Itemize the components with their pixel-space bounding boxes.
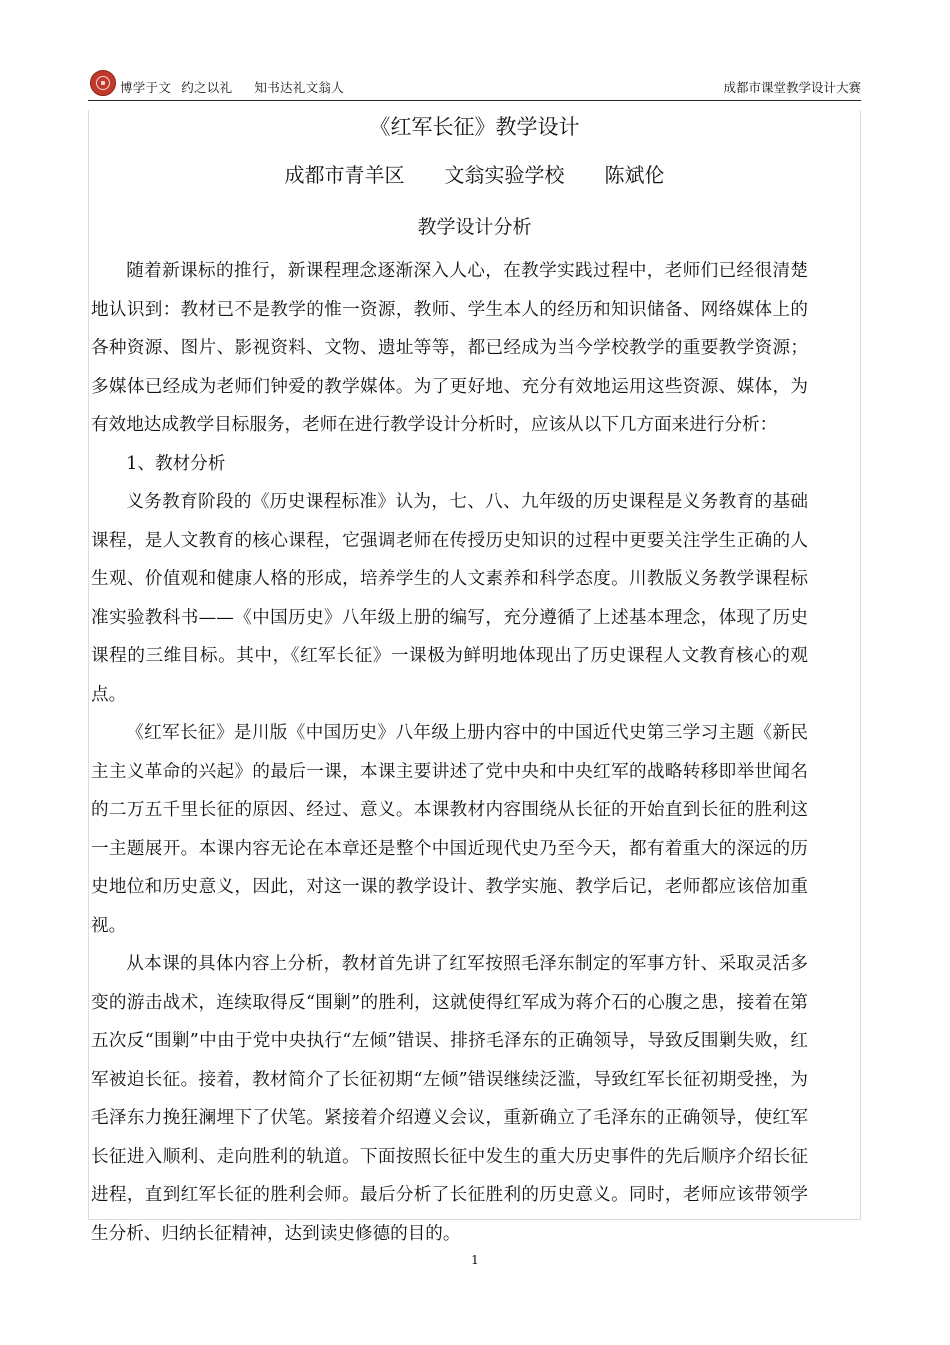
- school-logo-icon: [90, 70, 116, 96]
- motto-phrase-3: 知书达礼文翁人: [254, 80, 345, 95]
- paragraph-content-analysis: 从本课的具体内容上分析，教材首先讲了红军按照毛泽东制定的军事方针、采取灵活多变的游击战术，连续取得反“围剿”的胜利，这就使得红军成为蒋介石的心腹之患，接着在第五次反“围剿”中由于党中央执行“左倾”错误、排挤毛泽东的正确领导，导致反围剿失败，红军被迫长征。接着，教材简介了长征初期“左倾”错误继续泛滥，导致红军长征初期受挫，为毛泽东力挽狂澜埋下了伏笔。紧接着介绍遵义会议，重新确立了毛泽东的正确领导，使红军长征进入顺利、走向胜利的轨道。下面按照长征中发生的重大历史事件的先后顺序介绍长征进程，直到红军长征的胜利会师。最后分析了长征胜利的历史意义。同时，老师应该带领学生分析、归纳长征精神，达到读史修德的目的。: [91, 954, 808, 1244]
- paragraph-lesson-overview: 《红军长征》是川版《中国历史》八年级上册内容中的中国近代史第三学习主题《新民主主义革命的兴起》的最后一课，本课主要讲述了党中央和中央红军的战略转移即举世闻名的二万五千里长征的原因、经过、意义。本课教材内容围绕从长征的开始直到长征的胜利这一主题展开。本课内容无论在本章还是整个中国近现代史乃至今天，都有着重大的深远的历史地位和历史意义，因此，对这一课的教学设计、教学实施、教学后记，老师都应该倍加重视。: [91, 723, 808, 936]
- section-title: 教学设计分析: [417, 216, 532, 238]
- paragraph-intro: 随着新课标的推行，新课程理念逐渐深入人心，在教学实践过程中，老师们已经很清楚地认识到：教材已不是教学的惟一资源，教师、学生本人的经历和知识储备、网络媒体上的各种资源、图片、影视资料、文物、遗址等等，都已经成为当今学校教学的重要教学资源；多媒体已经成为老师们钟爱的教学媒体。为了更好地、充分有效地运用这些资源、媒体，为有效地达成教学目标服务，老师在进行教学设计分析时，应该从以下几方面来进行分析：: [91, 261, 808, 435]
- page-number: 1: [471, 1253, 479, 1267]
- contest-name: 成都市课堂教学设计大赛: [723, 80, 861, 95]
- motto-phrase-2: 约之以礼: [181, 80, 233, 95]
- analysis-text: [91, 252, 808, 1253]
- paragraph-curriculum-standard: 义务教育阶段的《历史课程标准》认为，七、八、九年级的历史课程是义务教育的基础课程，是人文教育的核心课程，它强调老师在传授历史知识的过程中更要关注学生正确的人生观、价值观和健康人格的形成，培养学生的人文素养和科学态度。川教版义务教学课程标准实验教科书——《中国历史》八年级上册的编写，充分遵循了上述基本理念，体现了历史课程的三维目标。其中，《红军长征》一课极为鲜明地体现出了历史课程人文教育核心的观点。: [91, 492, 808, 705]
- document-title: 《红军长征》教学设计: [369, 115, 580, 139]
- author-school: 文翁实验学校: [444, 163, 565, 187]
- subheading-textbook-analysis: 1、教材分析: [126, 453, 226, 474]
- document-body: [88, 110, 861, 1244]
- page-header: [88, 70, 861, 101]
- motto-phrase-1: 博学于文: [120, 80, 172, 95]
- author-district: 成都市青羊区: [284, 163, 405, 187]
- author-line: [89, 160, 860, 190]
- school-motto: [120, 78, 354, 96]
- author-name: 陈斌伦: [604, 163, 665, 187]
